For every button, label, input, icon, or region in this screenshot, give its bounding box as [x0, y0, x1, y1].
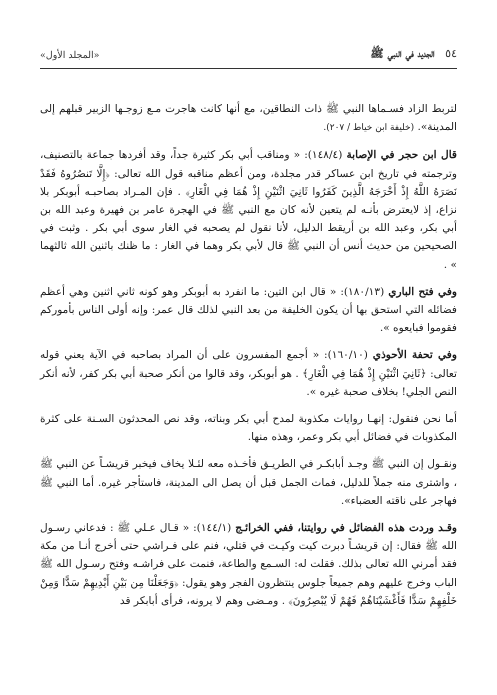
paragraph-text: (١٤٨/٤): « ومناقب أبي بكر كثيرة جداً، وقد أفردها جماعة بالتصنيف، وترجمته في تاريخ ابن عساكر قدر مجلدة، ومن أعظم مناقبه قول الله تعالى: ﴿إِلَّا تَنصُرُوهُ فَقَدْ نَصَرَهُ اللَّهُ إِذْ أَخْرَجَهُ الَّذِينَ كَفَرُوا ثَانِيَ اثْنَيْنِ إِذْ هُمَا فِي الْغَارِ﴾ . فإن المـراد بصاحبـه أبوبكر بلا نزاع، إذ لايعترض بأنـه لم يتعين لأنه كان مع النبي ﷺ في الهجرة عامر بن فهيرة وعبد الله بن أبي بكر، وعبد الله بن أريقط الدليل، لأنا نقول لم يصحبه في الغار سوى أبي بكر . وثبت في الصحيحين من حديث أنس أن النبي ﷺ قال لأبي بكر وهما في الغار : ما ظنك باثنين الله ثالثهما » . [40, 149, 457, 271]
paragraph-3 [40, 283, 457, 338]
page-header [40, 46, 457, 64]
paragraph-text: (١٨٠/١٣): « قال ابن التين: ما انفرد به أبوبكر وهو كونه ثاني اثنين وهي أعظم فضائله التي استحق بها أن يكون الخليفة من بعد النبي لذلك قال عمر: وإنه أولى الناس بأموركم فقوموا فبايعوه ». [40, 285, 457, 335]
paragraph-4 [40, 346, 457, 401]
paragraph-7 [40, 519, 457, 610]
header-rule [40, 68, 457, 69]
volume-label: «المجلد الأول» [40, 49, 100, 61]
page-number: ٥٤ [445, 47, 457, 60]
header-title-group [370, 47, 457, 63]
source-heading: قال ابن حجر في الإصابة [346, 149, 457, 162]
source-heading: وفي تحفة الأحوذي [372, 349, 457, 362]
running-title: الجديد في النبي ﷺ [370, 47, 435, 60]
paragraph-text: ونقـول إن النبي ﷺ وجـد أبابكـر في الطريـق فأخـذه معه لئـلا يخاف فيخبر قريشـاً عن النبي ﷺ ، واشترى منه جملاً للدليل، فمات الجمل قبل أن يصل الى المدينة، فاستأجر غيره. أما النبي ﷺ فهاجر على ناقته العضباء». [40, 458, 457, 507]
source-heading: وقـد وردت هذه الفضائل في روايتنا، ففي الخرائـج [235, 522, 457, 535]
paragraph-text: لتربط الزاد فسـماها النبي ﷺ ذات النطاقين، مع أنها كانت هاجرت مـع زوجـها الزبير قبلهم إلى المدينة». [40, 103, 457, 134]
paragraph-1 [40, 100, 457, 137]
paragraph-2 [40, 146, 457, 273]
paragraph-6 [40, 455, 457, 510]
paragraph-text: أما نحن فنقول: إنهـا روايات مكذوبة لمدح أبي بكر وبناته، وقد نص المحدثون السـنة على كثرة المكذوبات في فضائل أبي بكر وعمر، وهذه منها. [40, 413, 457, 444]
citation: (خليفة ابن خياط / ٢٠٧). [323, 123, 415, 134]
paragraph-5 [40, 410, 457, 446]
page-body [40, 100, 457, 619]
source-heading: وفي فتح الباري [388, 285, 457, 298]
paragraph-text: (١٤٤/١): « قـال عـلي ﷺ : فدعاني رسـول الله ﷺ فقال: إن قريشـاً دبرت كيت وكيـت في قتلي، فنم على فـراشي حتى أخرج أنـا من مكة فقد أمرني الله تعالى بذلك. فقلت له: السـمع والطاعة، فنمت على فراشـه وفتح رسـول الله ﷺ الباب وخرج عليهم وهم جميعاً جلوس ينتظرون الفجر وهو يقول: ﴿وَجَعَلْنَا مِن بَيْنِ أَيْدِيهِمْ سَدًّا وَمِنْ خَلْفِهِمْ سَدًّا فَأَغْشَيْنَاهُمْ فَهُمْ لَا يُبْصِرُونَ﴾ . ومـضى وهم لا يرونه، فرأى أبابكر قد [40, 522, 457, 607]
paragraph-text: (١٦٠/١٠): « أجمع المفسرون على أن المراد بصاحبه في الآية يعني قوله تعالى: ﴿ثَانِيَ اثْنَيْنِ إِذْ هُمَا فِي الْغَارِ﴾ . هو أبوبكر، وقد قالوا من أنكر صحبة أبي بكر كفر، لأنه أنكر النص الجلي! بخلاف صحبة غيره ». [40, 349, 457, 398]
